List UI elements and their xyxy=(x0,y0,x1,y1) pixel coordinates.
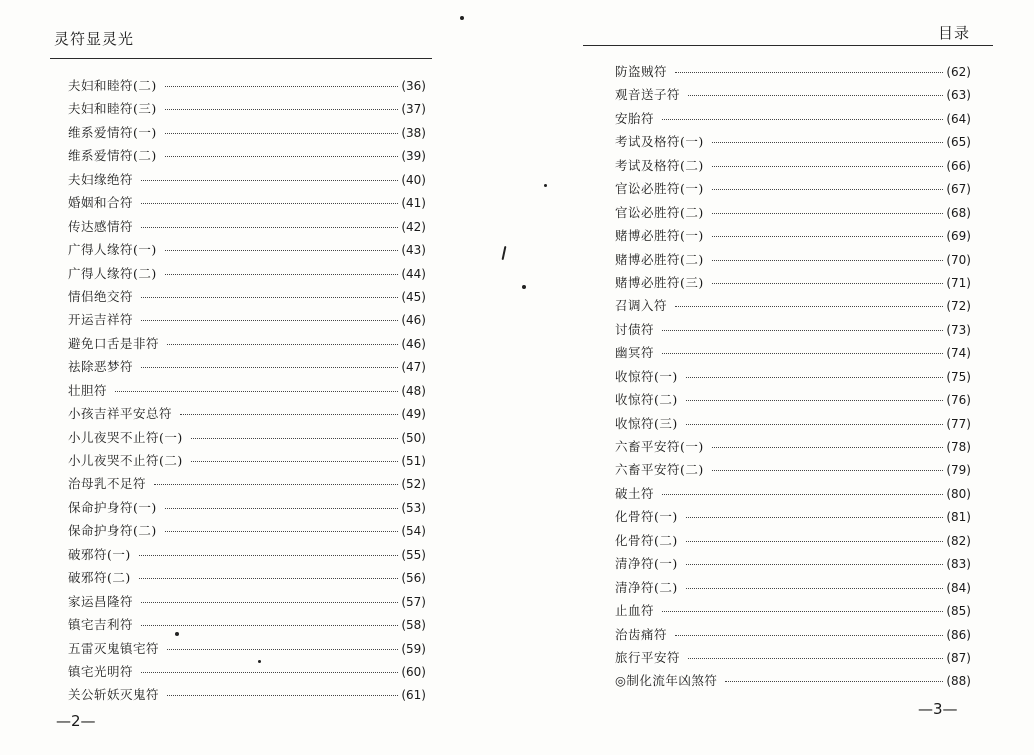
entry-title: 小孩吉祥平安总符 xyxy=(68,406,173,422)
entry-page-number: (66) xyxy=(946,158,971,173)
dot-leader xyxy=(167,695,398,696)
entry-title: 五雷灭鬼镇宅符 xyxy=(68,640,160,656)
dot-leader xyxy=(165,531,399,532)
entry-title: 祛除恶梦符 xyxy=(68,359,134,375)
scan-speck xyxy=(544,184,547,187)
toc-entry xyxy=(68,170,426,193)
entry-title: 化骨符(二) xyxy=(615,532,678,548)
entry-page-number: (77) xyxy=(946,416,971,431)
entry-page-number: (84) xyxy=(946,580,971,595)
toc-entry xyxy=(615,109,971,132)
toc-entry xyxy=(68,639,426,662)
entry-page-number: (51) xyxy=(401,454,426,468)
toc-entry xyxy=(68,474,426,497)
toc-entry xyxy=(615,132,971,155)
dot-leader xyxy=(662,353,943,354)
toc-entry xyxy=(68,240,426,263)
entry-title: 旅行平安符 xyxy=(615,649,681,665)
dot-leader xyxy=(141,203,398,204)
toc-entry xyxy=(615,414,971,437)
toc-entry xyxy=(68,428,426,451)
page-number-right: —3— xyxy=(918,700,958,718)
entry-page-number: (55) xyxy=(401,547,426,562)
toc-entry xyxy=(68,76,426,99)
dot-leader xyxy=(191,461,399,462)
dot-leader xyxy=(712,236,944,237)
toc-entry xyxy=(615,507,971,530)
entry-title: 官讼必胜符(二) xyxy=(615,204,704,220)
dot-leader xyxy=(712,260,944,261)
toc-entry xyxy=(615,648,971,671)
dot-leader xyxy=(686,377,944,378)
toc-entry xyxy=(68,146,426,169)
toc-entry xyxy=(615,460,971,483)
toc-entry xyxy=(68,99,426,122)
dot-leader xyxy=(191,438,399,439)
toc-entry xyxy=(615,390,971,413)
page-number-left: —2— xyxy=(56,712,96,730)
entry-page-number: (41) xyxy=(401,196,426,211)
dot-leader xyxy=(165,508,399,509)
dot-leader xyxy=(712,283,944,284)
entry-page-number: (72) xyxy=(946,299,971,314)
toc-entry xyxy=(615,367,971,390)
toc-entry xyxy=(615,179,971,202)
dot-leader xyxy=(141,320,398,321)
entry-title: 赌博必胜符(三) xyxy=(615,274,704,290)
dot-leader xyxy=(139,578,399,579)
entry-title: 安胎符 xyxy=(615,110,655,126)
entry-title: 破土符 xyxy=(615,485,655,501)
dot-leader xyxy=(141,367,398,368)
entry-page-number: (43) xyxy=(401,243,426,258)
dot-leader xyxy=(165,274,399,275)
entry-title: 夫妇和睦符(三) xyxy=(68,101,157,117)
dot-leader xyxy=(662,494,943,495)
toc-entry xyxy=(615,296,971,319)
entry-page-number: (46) xyxy=(401,336,426,351)
entry-title: 赌博必胜符(二) xyxy=(615,251,704,267)
entry-page-number: (45) xyxy=(401,289,426,304)
toc-entry xyxy=(68,287,426,310)
entry-page-number: (48) xyxy=(401,383,426,398)
dot-leader xyxy=(712,189,944,190)
entry-title: ◎制化流年凶煞符 xyxy=(615,673,718,689)
toc-entry xyxy=(615,625,971,648)
dot-leader xyxy=(712,142,944,143)
toc-entry xyxy=(615,343,971,366)
dot-leader xyxy=(139,555,399,556)
entry-title: 召调入符 xyxy=(615,298,668,314)
toc-entry xyxy=(68,193,426,216)
entry-page-number: (46) xyxy=(401,313,426,328)
entry-title: 止血符 xyxy=(615,603,655,619)
entry-page-number: (86) xyxy=(946,627,971,642)
entry-title: 家运昌隆符 xyxy=(68,593,134,609)
entry-title: 关公斩妖灭鬼符 xyxy=(68,687,160,703)
entry-page-number: (82) xyxy=(946,533,971,548)
entry-page-number: (83) xyxy=(946,557,971,572)
entry-page-number: (73) xyxy=(946,322,971,337)
entry-page-number: (79) xyxy=(946,463,971,478)
entry-page-number: (80) xyxy=(946,486,971,501)
dot-leader xyxy=(686,541,944,542)
toc-entry xyxy=(68,334,426,357)
dot-leader xyxy=(675,306,943,307)
entry-title: 治母乳不足符 xyxy=(68,476,147,492)
entry-page-number: (71) xyxy=(946,275,971,290)
dot-leader xyxy=(675,72,943,73)
entry-title: 小儿夜哭不止符(二) xyxy=(68,453,183,468)
dot-leader xyxy=(165,86,399,87)
toc-entry xyxy=(68,404,426,427)
entry-page-number: (74) xyxy=(946,346,971,361)
toc-entry xyxy=(68,545,426,568)
dot-leader xyxy=(141,672,398,673)
entry-title: 防盗贼符 xyxy=(615,64,668,79)
entry-page-number: (57) xyxy=(401,594,426,609)
header-rule xyxy=(50,58,432,59)
toc-entry xyxy=(615,531,971,554)
toc-list-left xyxy=(68,76,426,709)
toc-entry xyxy=(68,592,426,615)
toc-entry xyxy=(615,203,971,226)
entry-page-number: (68) xyxy=(946,205,971,220)
entry-page-number: (52) xyxy=(401,477,426,492)
entry-page-number: (44) xyxy=(401,266,426,281)
entry-page-number: (60) xyxy=(401,664,426,679)
toc-entry xyxy=(615,156,971,179)
entry-page-number: (61) xyxy=(401,688,426,703)
entry-page-number: (54) xyxy=(401,524,426,539)
entry-page-number: (40) xyxy=(401,172,426,187)
dot-leader xyxy=(141,180,398,181)
entry-page-number: (85) xyxy=(946,604,971,619)
entry-page-number: (59) xyxy=(401,641,426,656)
entry-title: 化骨符(一) xyxy=(615,509,678,525)
dot-leader xyxy=(712,166,944,167)
toc-entry xyxy=(68,685,426,708)
entry-title: 赌博必胜符(一) xyxy=(615,228,704,244)
toc-entry xyxy=(615,437,971,460)
entry-title: 幽冥符 xyxy=(615,345,655,361)
entry-title: 保命护身符(一) xyxy=(68,499,157,515)
running-head-contents: 目录 xyxy=(937,24,970,42)
entry-page-number: (37) xyxy=(401,102,426,117)
header-rule xyxy=(583,45,993,46)
scan-speck xyxy=(460,16,464,20)
entry-page-number: (69) xyxy=(946,229,971,244)
entry-title: 夫妇和睦符(二) xyxy=(68,78,157,93)
entry-page-number: (49) xyxy=(401,407,426,422)
toc-entry xyxy=(68,381,426,404)
toc-list-right xyxy=(615,62,971,695)
entry-title: 广得人缘符(二) xyxy=(68,265,157,281)
entry-title: 讨债符 xyxy=(615,321,655,337)
toc-entry xyxy=(68,521,426,544)
dot-leader xyxy=(165,156,399,157)
entry-title: 清净符(二) xyxy=(615,579,678,595)
entry-title: 六畜平安符(一) xyxy=(615,439,704,454)
entry-page-number: (38) xyxy=(401,125,426,140)
dot-leader xyxy=(167,344,398,345)
toc-entry xyxy=(68,264,426,287)
entry-title: 壮胆符 xyxy=(68,382,108,398)
entry-page-number: (50) xyxy=(401,430,426,445)
entry-title: 镇宅吉利符 xyxy=(68,617,134,633)
dot-leader xyxy=(712,470,944,471)
entry-page-number: (75) xyxy=(946,369,971,384)
dot-leader xyxy=(675,635,943,636)
toc-entry xyxy=(68,357,426,380)
entry-title: 考试及格符(一) xyxy=(615,134,704,150)
dot-leader xyxy=(141,227,398,228)
toc-entry xyxy=(615,226,971,249)
entry-page-number: (58) xyxy=(401,618,426,633)
entry-page-number: (76) xyxy=(946,393,971,408)
entry-title: 避免口舌是非符 xyxy=(68,335,160,351)
dot-leader xyxy=(725,681,943,682)
entry-title: 治齿痛符 xyxy=(615,626,668,642)
toc-entry xyxy=(68,310,426,333)
entry-title: 夫妇缘绝符 xyxy=(68,171,134,187)
dot-leader xyxy=(115,391,398,392)
entry-title: 收惊符(二) xyxy=(615,392,678,408)
entry-title: 破邪符(一) xyxy=(68,546,131,562)
entry-page-number: (47) xyxy=(401,360,426,375)
entry-title: 考试及格符(二) xyxy=(615,157,704,173)
dot-leader xyxy=(180,414,398,415)
dot-leader xyxy=(167,649,398,650)
dot-leader xyxy=(712,213,944,214)
entry-page-number: (67) xyxy=(946,182,971,197)
entry-title: 维系爱情符(二) xyxy=(68,148,157,164)
dot-leader xyxy=(686,400,944,401)
dot-leader xyxy=(688,658,943,659)
dot-leader xyxy=(141,625,398,626)
dot-leader xyxy=(686,424,944,425)
entry-title: 广得人缘符(一) xyxy=(68,242,157,258)
entry-page-number: (62) xyxy=(946,65,971,79)
entry-page-number: (88) xyxy=(946,674,971,689)
dot-leader xyxy=(165,109,399,110)
toc-entry xyxy=(615,273,971,296)
toc-entry xyxy=(615,250,971,273)
entry-page-number: (81) xyxy=(946,510,971,525)
toc-entry xyxy=(615,601,971,624)
dot-leader xyxy=(165,133,399,134)
toc-entry xyxy=(615,320,971,343)
entry-page-number: (87) xyxy=(946,650,971,665)
dot-leader xyxy=(141,602,398,603)
entry-title: 破邪符(二) xyxy=(68,570,131,586)
entry-title: 情侣绝交符 xyxy=(68,288,134,304)
entry-title: 官讼必胜符(一) xyxy=(615,181,704,197)
dot-leader xyxy=(154,484,398,485)
dot-leader xyxy=(712,447,944,448)
entry-title: 婚姻和合符 xyxy=(68,195,134,211)
running-head-book-title: 灵符显灵光 xyxy=(54,30,135,48)
scan-speck xyxy=(522,285,526,289)
dot-leader xyxy=(686,588,944,589)
entry-page-number: (36) xyxy=(401,79,426,93)
toc-entry xyxy=(68,123,426,146)
entry-title: 小儿夜哭不止符(一) xyxy=(68,429,183,445)
entry-title: 传达感情符 xyxy=(68,218,134,234)
toc-entry xyxy=(68,568,426,591)
right-page xyxy=(517,0,1034,755)
entry-page-number: (56) xyxy=(401,571,426,586)
dot-leader xyxy=(688,95,943,96)
entry-title: 六畜平安符(二) xyxy=(615,462,704,478)
toc-entry xyxy=(68,662,426,685)
scan-speck xyxy=(258,660,261,663)
toc-entry xyxy=(68,498,426,521)
entry-title: 镇宅光明符 xyxy=(68,663,134,679)
entry-page-number: (78) xyxy=(946,440,971,454)
toc-entry xyxy=(615,62,971,85)
entry-title: 开运吉祥符 xyxy=(68,312,134,328)
entry-page-number: (42) xyxy=(401,219,426,234)
scan-speck xyxy=(175,632,179,636)
dot-leader xyxy=(662,119,943,120)
toc-entry xyxy=(68,217,426,240)
dot-leader xyxy=(662,611,943,612)
entry-page-number: (63) xyxy=(946,88,971,103)
entry-page-number: (53) xyxy=(401,500,426,515)
entry-page-number: (65) xyxy=(946,135,971,150)
entry-title: 维系爱情符(一) xyxy=(68,124,157,140)
dot-leader xyxy=(165,250,399,251)
toc-entry xyxy=(615,554,971,577)
entry-title: 收惊符(一) xyxy=(615,368,678,384)
entry-page-number: (64) xyxy=(946,111,971,126)
dot-leader xyxy=(686,517,944,518)
dot-leader xyxy=(686,564,944,565)
entry-title: 清净符(一) xyxy=(615,556,678,572)
entry-page-number: (70) xyxy=(946,252,971,267)
dot-leader xyxy=(141,297,398,298)
toc-entry xyxy=(615,484,971,507)
entry-page-number: (39) xyxy=(401,149,426,164)
toc-entry xyxy=(68,615,426,638)
toc-entry xyxy=(615,671,971,694)
toc-entry xyxy=(615,578,971,601)
dot-leader xyxy=(662,330,943,331)
entry-title: 保命护身符(二) xyxy=(68,523,157,539)
entry-title: 观音送子符 xyxy=(615,87,681,103)
toc-entry xyxy=(615,85,971,108)
entry-title: 收惊符(三) xyxy=(615,415,678,431)
toc-entry xyxy=(68,451,426,474)
